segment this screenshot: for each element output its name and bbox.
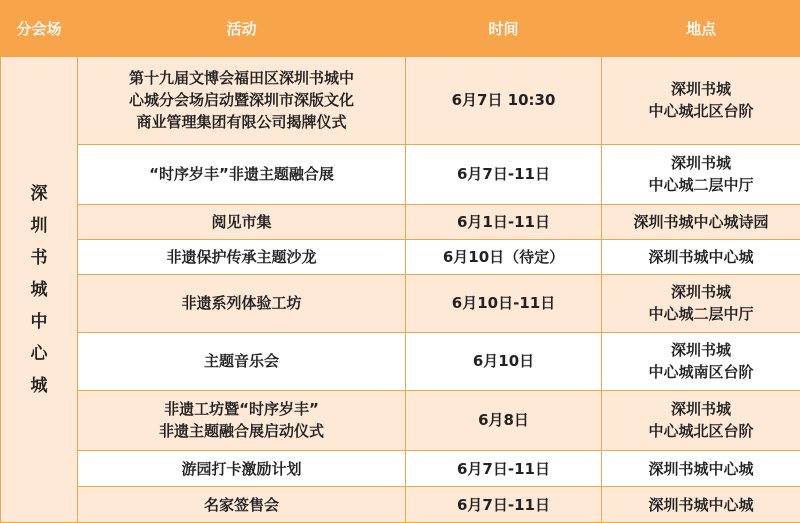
table-body — [1, 57, 800, 523]
location-text: 深圳书城中心城 — [648, 495, 754, 514]
table-row — [1, 144, 800, 204]
time-cell — [406, 332, 602, 390]
location-text: 中心城二层中厅 — [648, 176, 754, 195]
venue-char: 圳 — [30, 215, 48, 236]
activity-text: 非遗系列体验工坊 — [181, 294, 302, 313]
table-row — [1, 451, 800, 487]
activity-cell — [78, 451, 406, 487]
time-cell — [406, 57, 602, 145]
header-venue: 分会场 — [1, 1, 78, 57]
table-row — [1, 332, 800, 390]
time-cell — [406, 274, 602, 332]
location-text: 中心城北区台阶 — [648, 422, 754, 441]
venue-cell — [1, 57, 78, 523]
activity-cell — [78, 239, 406, 274]
location-text: 中心城南区台阶 — [648, 363, 754, 382]
venue-char: 城 — [30, 279, 48, 300]
activity-text: 名家签售会 — [203, 495, 279, 514]
location-text: 深圳书城中心城 — [648, 247, 754, 266]
location-cell — [602, 144, 800, 204]
activity-cell — [78, 57, 406, 145]
location-text: 深圳书城中心城诗园 — [633, 212, 769, 231]
header-activity: 活动 — [78, 1, 406, 57]
time-cell — [406, 144, 602, 204]
activity-text: 阅见市集 — [211, 212, 272, 231]
time-text: 6月10日 — [472, 352, 535, 371]
location-text: 深圳书城中心城 — [648, 459, 754, 478]
activity-text: 游园打卡激励计划 — [181, 459, 302, 478]
location-text: 深圳书城 — [670, 341, 731, 360]
activity-text: 非遗工坊暨“时序岁丰” — [164, 400, 319, 419]
time-text: 6月7日 10:30 — [451, 91, 556, 110]
venue-char: 中 — [30, 311, 48, 332]
location-text: 中心城北区台阶 — [648, 102, 754, 121]
location-cell — [602, 487, 800, 523]
header-time: 时间 — [406, 1, 602, 57]
location-text: 深圳书城 — [670, 400, 731, 419]
activity-cell — [78, 144, 406, 204]
table-row — [1, 57, 800, 145]
activity-text: 心城分会场启动暨深圳市深版文化 — [128, 91, 354, 110]
activity-cell — [78, 390, 406, 450]
activity-text: 第十九届文博会福田区深圳书城中 — [128, 69, 354, 88]
time-text: 6月7日-11日 — [457, 495, 550, 514]
venue-char: 城 — [30, 375, 48, 396]
time-cell — [406, 451, 602, 487]
time-text: 6月1日-11日 — [457, 212, 550, 231]
venue-char: 深 — [30, 183, 48, 204]
venue-char: 心 — [30, 343, 48, 364]
activity-text: 非遗主题融合展启动仪式 — [158, 422, 324, 441]
location-cell — [602, 332, 800, 390]
activity-cell — [78, 332, 406, 390]
table-row — [1, 274, 800, 332]
time-text: 6月10日-11日 — [451, 294, 556, 313]
location-text: 中心城二层中厅 — [648, 305, 754, 324]
location-cell — [602, 390, 800, 450]
location-cell — [602, 57, 800, 145]
time-text: 6月7日-11日 — [457, 459, 550, 478]
location-text: 深圳书城 — [670, 154, 731, 173]
table-row — [1, 239, 800, 274]
activity-cell — [78, 274, 406, 332]
time-text: 6月7日-11日 — [457, 165, 550, 184]
location-text: 深圳书城 — [670, 80, 731, 99]
location-cell — [602, 239, 800, 274]
location-cell — [602, 204, 800, 239]
activity-text: “时序岁丰”非遗主题融合展 — [149, 165, 334, 184]
time-text: 6月10日（待定） — [442, 247, 565, 266]
activity-text: 非遗保护传承主题沙龙 — [166, 247, 317, 266]
activity-cell — [78, 487, 406, 523]
location-cell — [602, 451, 800, 487]
time-cell — [406, 204, 602, 239]
activity-text: 商业管理集团有限公司揭牌仪式 — [136, 113, 347, 132]
location-text: 深圳书城 — [670, 283, 731, 302]
header-location: 地点 — [602, 1, 800, 57]
time-cell — [406, 239, 602, 274]
table-row — [1, 390, 800, 450]
time-cell — [406, 390, 602, 450]
time-cell — [406, 487, 602, 523]
venue-char: 书 — [30, 247, 48, 268]
activity-text: 主题音乐会 — [203, 352, 279, 371]
table-row — [1, 487, 800, 523]
header-row — [1, 1, 800, 57]
activity-cell — [78, 204, 406, 239]
time-text: 6月8日 — [478, 411, 529, 430]
location-cell — [602, 274, 800, 332]
table-row — [1, 204, 800, 239]
